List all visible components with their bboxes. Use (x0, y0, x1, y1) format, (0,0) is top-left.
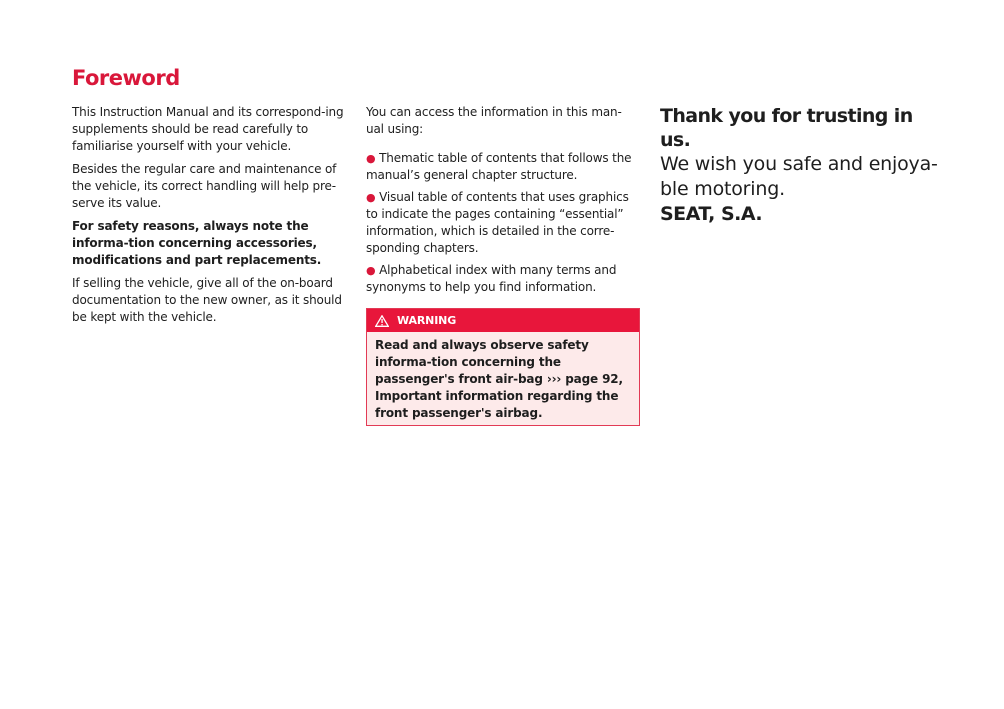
cross-reference-link[interactable]: page 92, Important information regarding the front passenger's airbag. (375, 372, 623, 420)
list-item-text: Visual table of contents that uses graphics to indicate the pages containing “essential” information, which is detailed in the corre-sponding chapters. (366, 190, 629, 255)
paragraph-access-info: You can access the information in this man-ual using: (366, 105, 622, 136)
thank-you-heading: Thank you for trusting in us. (660, 105, 913, 151)
list-item (366, 189, 638, 257)
wish-text: We wish you safe and enjoya-ble motoring. (660, 153, 938, 200)
column-right (660, 104, 940, 226)
paragraph-selling-vehicle: If selling the vehicle, give all of the on-board documentation to the new owner, as it should be kept with the vehicle. (72, 276, 342, 324)
paragraph-care-maintenance: Besides the regular care and maintenance of the vehicle, its correct handling will help pre-serve its value. (72, 162, 337, 210)
column-middle (366, 104, 638, 426)
warning-header (367, 309, 639, 332)
list-item-text: Alphabetical index with many terms and synonyms to help you find information. (366, 263, 617, 294)
bullet-icon: ● (366, 152, 376, 165)
list-item (366, 150, 638, 184)
cross-reference-arrow-icon: ››› (546, 372, 562, 386)
warning-text: Read and always observe safety informa-tion concerning the passenger's front air-bag (375, 338, 589, 386)
list-item-text: Thematic table of contents that follows the manual’s general chapter structure. (366, 151, 632, 182)
paragraph-instruction-manual: This Instruction Manual and its correspond-ing supplements should be read carefully to familiarise yourself with your vehicle. (72, 105, 344, 153)
signature: SEAT, S.A. (660, 203, 763, 225)
bullet-icon: ● (366, 191, 376, 204)
warning-triangle-icon (375, 315, 389, 327)
warning-box (366, 308, 640, 426)
warning-label: WARNING (397, 314, 457, 327)
column-left (72, 104, 344, 326)
bullet-icon: ● (366, 264, 376, 277)
list-item (366, 262, 638, 296)
warning-body (367, 332, 639, 425)
paragraph-safety-note: For safety reasons, always note the informa-tion concerning accessories, modifications and part replacements. (72, 219, 322, 267)
page-title: Foreword (72, 66, 180, 90)
